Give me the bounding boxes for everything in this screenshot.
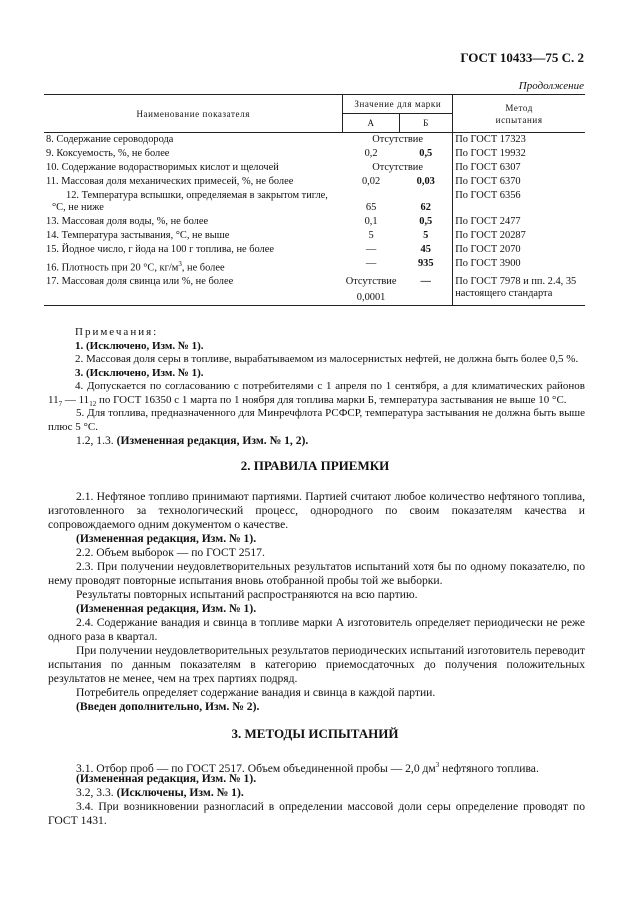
table-row: [44, 243, 585, 257]
row-name-main: 16. Плотность при 20 °С, кг/м: [46, 262, 179, 274]
row-value-b: —: [399, 275, 453, 306]
paragraph-2-1: 2.1. Нефтяное топливо принимают партиями. Партией считают любое количество нефтяного топлива, изготовленного за технологический процесс, однородного по своим показателям качества и сопровождаемого одним документом о качестве.: [48, 490, 585, 531]
row-method: По ГОСТ 7978 и пп. 2.4, 35 настоящего стандарта: [453, 275, 585, 306]
col-name-header: Наименование показателя: [44, 95, 343, 133]
row-name-sup: 3: [178, 260, 182, 268]
row-value-b: 5: [399, 229, 453, 243]
row-name: 14. Температура застывания, °С, не выше: [46, 230, 230, 241]
table-row: [44, 161, 585, 175]
edition-prefix: 1.2, 1.3.: [76, 434, 117, 447]
row-value-a: 65: [365, 202, 377, 213]
paragraph-2-3-results: Результаты повторных испытаний распространяются на всю партию.: [76, 588, 418, 601]
row-method: По ГОСТ 2070: [455, 244, 521, 255]
row-method: По ГОСТ 6307: [455, 162, 521, 173]
row-name-density: [44, 257, 343, 275]
table-row: [44, 275, 585, 306]
row-name: 13. Массовая доля воды, %, не более: [46, 216, 209, 227]
row-value-a: —: [365, 258, 377, 269]
paragraph-3-4: 3.4. При возникновении разногласий в определении массовой доли серы определение проводят по ГОСТ 1431.: [48, 800, 585, 827]
row-value-b: 0,5: [399, 215, 453, 229]
note-4-c: по ГОСТ 16350 с 1 марта по 1 ноября для топлива марки Б, температура застывания не выше 10 °С.: [96, 393, 567, 406]
row-value-a: 0,1: [364, 216, 378, 227]
paragraph-3-2-bold: (Исключены, Изм. № 1).: [116, 786, 244, 799]
table-row: [44, 215, 585, 229]
paragraph-2-4-edition: (Введен дополнительно, Изм. № 2).: [76, 700, 260, 713]
row-value-a-line2: 0,0001: [356, 292, 386, 304]
edition-note-1-2: [48, 434, 585, 448]
note-5: 5. Для топлива, предназначенного для Минречфлота РСФСР, температура застывания не должна быть выше плюс 5 °С.: [48, 407, 585, 433]
paragraph-2-4-consumer: Потребитель определяет содержание ванадия и свинца в каждой партии.: [76, 686, 436, 699]
col-method-line1: Метод: [505, 102, 533, 113]
row-method: По ГОСТ 3900: [455, 258, 521, 269]
col-a-header: А: [343, 114, 399, 133]
row-value-b: 62: [399, 189, 453, 215]
table-row: [44, 189, 585, 215]
table-row: [44, 133, 585, 148]
row-value-a: 0,02: [361, 176, 381, 187]
row-name: 17. Массовая доля свинца или %, не более: [44, 275, 343, 306]
note-2: 2. Массовая доля серы в топливе, вырабатываемом из малосернистых нефтей, не должна быть более 0,5 %.: [75, 353, 579, 365]
row-value-a-line1: Отсутствие: [345, 276, 397, 288]
row-name: 10. Содержание водорастворимых кислот и щелочей: [46, 162, 279, 173]
row-name: 8. Содержание сероводорода: [46, 134, 174, 145]
paragraph-3-1-a: 3.1. Отбор проб — по ГОСТ 2517. Объем объединенной пробы — 2,0 дм: [76, 761, 436, 775]
row-value-b: 0,5: [399, 147, 453, 161]
row-method: По ГОСТ 17323: [455, 134, 526, 145]
row-name: 11. Массовая доля механических примесей, %, не более: [46, 176, 294, 187]
note-1: 1. (Исключено, Изм. № 1).: [75, 339, 204, 352]
notes-block: [75, 326, 585, 380]
row-value-a-lead: [343, 275, 399, 306]
paragraph-2-3: 2.3. При получении неудовлетворительных результатов испытаний хотя бы по одному показателю, по нему проводят повторные испытания вновь отобранной пробы той же выборки.: [48, 560, 585, 587]
row-value-ab: Отсутствие: [343, 133, 453, 148]
doc-reference: ГОСТ 10433—75 С. 2: [460, 50, 584, 65]
row-value-a: 0,2: [364, 148, 378, 159]
row-value-a: —: [365, 244, 377, 255]
continuation-label: Продолжение: [518, 80, 584, 92]
row-value-b: 935: [399, 257, 453, 275]
paragraph-2-4: 2.4. Содержание ванадия и свинца в топливе марки А изготовитель определяет периодически не реже одного раза в квартал.: [48, 616, 585, 643]
paragraph-2-3-edition: (Измененная редакция, Изм. № 1).: [76, 602, 257, 615]
table-row: [44, 257, 585, 275]
note-4-sub2: 12: [89, 399, 97, 408]
row-value-b: 0,03: [399, 175, 453, 189]
row-value-ab: Отсутствие: [343, 161, 453, 175]
table-row: [44, 147, 585, 161]
note-4-sub1: 7: [58, 399, 63, 408]
col-b-header: Б: [399, 114, 453, 133]
row-value-b: 45: [399, 243, 453, 257]
col-method-header: [453, 95, 585, 133]
row-name: 9. Коксуемость, %, не более: [46, 148, 170, 159]
row-method: По ГОСТ 20287: [455, 230, 526, 241]
paragraph-3-2: [48, 786, 585, 800]
section-2-title: 2. ПРАВИЛА ПРИЕМКИ: [240, 458, 390, 473]
paragraph-3-1-sup: 3: [435, 761, 440, 769]
row-method: По ГОСТ 6356: [455, 190, 521, 201]
notes-heading: Примечания:: [75, 326, 159, 338]
row-method: По ГОСТ 19932: [455, 148, 526, 159]
paragraph-2-2: 2.2. Объем выборок — по ГОСТ 2517.: [76, 546, 265, 559]
paragraph-2-4-retest: При получении неудовлетворительных результатов периодических испытаний изготовитель переводит испытания по данным показателям в категорию приемосдаточных до получения положительных результатов не менее, чем на трех партиях подряд.: [48, 644, 585, 685]
table-row: [44, 175, 585, 189]
note-4-a: 4. Допускается по согласованию с потребителями с 1 апреля по 1 сентября, а для климатических районов 11: [48, 380, 585, 406]
paragraph-2-1-edition: (Измененная редакция, Изм. № 1).: [76, 532, 257, 545]
paragraph-3-1-edition: (Измененная редакция, Изм. № 1).: [76, 772, 257, 785]
paragraph-3-2-prefix: 3.2, 3.3.: [76, 786, 117, 799]
row-name: 12. Температура вспышки, определяемая в закрытом тигле, °С, не ниже: [52, 190, 328, 213]
table-row: [44, 229, 585, 243]
note-4-b: — 11: [62, 393, 90, 406]
row-value-a: 5: [368, 230, 374, 241]
row-method: По ГОСТ 6370: [455, 176, 521, 187]
edition-bold: (Измененная редакция, Изм. № 1, 2).: [116, 434, 309, 447]
spec-table: [44, 94, 585, 306]
paragraph-3-1-b: нефтяного топлива.: [439, 761, 539, 775]
col-method-line2: испытания: [495, 114, 543, 125]
col-value-header: Значение для марки: [343, 95, 453, 114]
note-3: 3. (Исключено, Изм. № 1).: [75, 366, 204, 379]
row-name: 15. Йодное число, г йода на 100 г топлива, не более: [46, 244, 274, 255]
row-method: По ГОСТ 2477: [455, 216, 521, 227]
row-name-tail: , не более: [181, 262, 225, 274]
section-3-title: 3. МЕТОДЫ ИСПЫТАНИЙ: [231, 726, 399, 741]
